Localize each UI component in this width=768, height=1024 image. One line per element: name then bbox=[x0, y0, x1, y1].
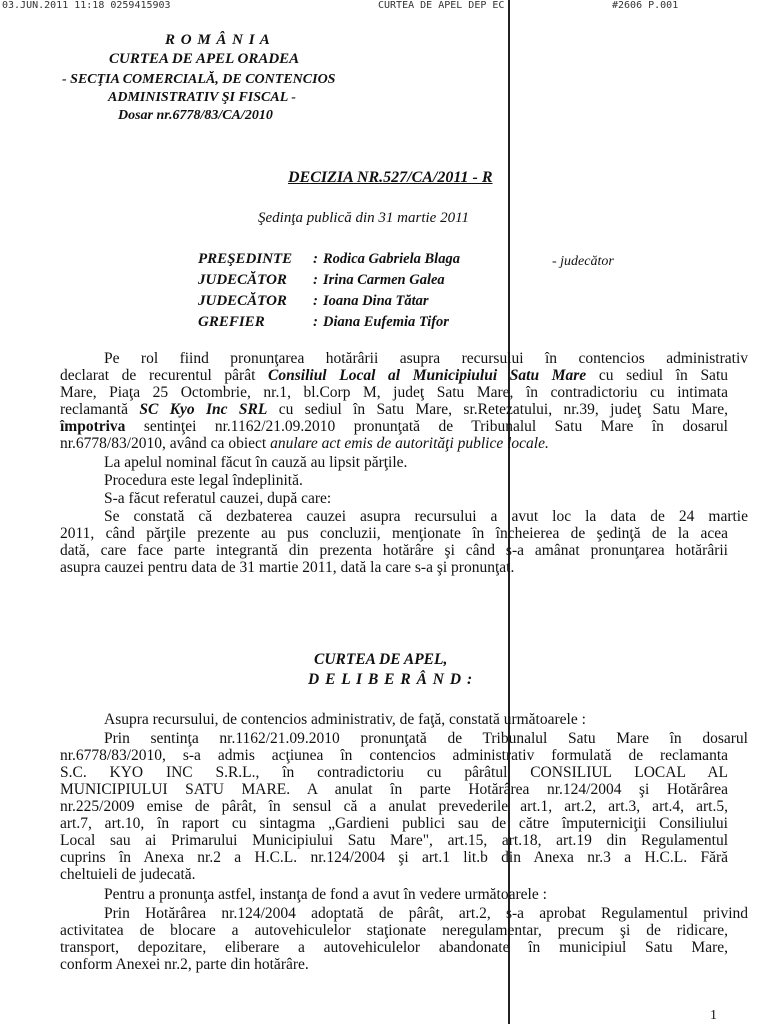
procedure-line: S-a făcut referatul cauzei, după care: bbox=[104, 490, 332, 507]
panel-name: Diana Eufemia Tifor bbox=[323, 314, 449, 330]
panel-name: Ioana Dina Tătar bbox=[323, 293, 429, 309]
para2-line: Se constată că dezbaterea cauzei asupra recursului a avut loc la data de 24 martie bbox=[104, 508, 748, 525]
file-number: Dosar nr.6778/83/CA/2010 bbox=[118, 108, 273, 123]
para4-line: Local sau ai Primarului Municipiului Satu Mare", art.15, art.18, art.19 din Regulamentul bbox=[60, 832, 728, 849]
session-line: Şedinţa publică din 31 martie 2011 bbox=[258, 210, 469, 226]
para4-line: nr.6778/83/2010, s-a admis acţiunea în contencios administrativ formulată de reclamanta bbox=[60, 747, 728, 764]
country-title: R O M Â N I A bbox=[165, 32, 271, 48]
para6-line: Prin Hotărârea nr.124/2004 adoptată de pârât, art.2, s-a aprobat Regulamentul privind bbox=[104, 905, 748, 922]
para4-line: S.C. KYO INC S.R.L., în contradictoriu cu pârâtul CONSILIUL LOCAL AL bbox=[60, 764, 728, 781]
para6-line: transport, depozitare, eliberare a autovehiculelor abandonate în municipiul Satu Mare, bbox=[60, 939, 728, 956]
para2-line: dată, care face parte integrantă din prezenta hotărâre şi când s-a amânat pronunţarea hotărârii bbox=[60, 542, 728, 559]
para4-line: nr.225/2009 emise de pârât, în sensul că a anulat prevederile art.1, art.2, art.3, art.4, art.5, bbox=[60, 798, 728, 815]
panel-role: JUDECĂTOR bbox=[198, 293, 287, 309]
panel-sep: : bbox=[313, 314, 318, 330]
panel-name: Rodica Gabriela Blaga bbox=[323, 251, 460, 267]
court-section-line2: ADMINISTRATIV ŞI FISCAL - bbox=[108, 90, 296, 105]
para1-line: Mare, Piaţa 25 Octombrie, nr.1, bl.Corp M, judeţ Satu Mare, în contradictoriu cu intimata bbox=[60, 384, 728, 401]
para1-line: declarat de recurentul pârât Consiliul Local al Municipiului Satu Mare cu sediul în Satu bbox=[60, 367, 728, 384]
paragraph-5: Pentru a pronunţa astfel, instanţa de fond a avut în vedere următoarele : bbox=[104, 886, 547, 903]
panel-role: JUDECĂTOR bbox=[198, 272, 287, 288]
para1-line: împotriva sentinţei nr.1162/21.09.2010 pronunţată de Tribunalul Satu Mare în dosarul bbox=[60, 418, 728, 435]
panel-name: Irina Carmen Galea bbox=[323, 272, 445, 288]
decision-title: DECIZIA NR.527/CA/2011 - R bbox=[288, 169, 493, 186]
para4-line: MUNICIPIULUI SATU MARE. A anulat în parte Hotărârea nr.124/2004 şi Hotărârea bbox=[60, 781, 728, 798]
panel-role: PREŞEDINTE bbox=[198, 251, 293, 267]
para2-line: asupra cauzei pentru data de 31 martie 2011, dată la care s-a şi pronunţat. bbox=[60, 559, 515, 576]
court-name: CURTEA DE APEL ORADEA bbox=[109, 51, 300, 67]
para6-line: conform Anexei nr.2, parte din hotărâre. bbox=[60, 956, 309, 973]
para1-line: Pe rol fiind pronunţarea hotărârii asupra recursului în contencios administrativ bbox=[104, 350, 748, 367]
panel-role: GREFIER bbox=[198, 314, 265, 330]
para4-line: Prin sentinţa nr.1162/21.09.2010 pronunţată de Tribunalul Satu Mare în dosarul bbox=[104, 730, 748, 747]
para4-line: art.7, art.10, în raport cu sintagma „Gardieni publici sau de către împuterniciţii Consiliului bbox=[60, 815, 728, 832]
para1-line: reclamantă SC Kyo Inc SRL cu sediul în Satu Mare, sr.Retezatului, nr.39, judeţ Satu Mare, bbox=[60, 401, 729, 418]
fax-header-right: #2606 P.001 bbox=[612, 0, 679, 11]
court-section-line1: - SECŢIA COMERCIALĂ, DE CONTENCIOS bbox=[62, 72, 336, 87]
panel-sep: : bbox=[313, 272, 318, 288]
para4-line: cheltuieli de judecată. bbox=[60, 866, 196, 883]
section-subheading: D E L I B E R Â N D : bbox=[308, 671, 474, 688]
procedure-line: Procedura este legal îndeplinită. bbox=[104, 472, 303, 489]
fax-header-middle: CURTEA DE APEL DEP EC bbox=[378, 0, 505, 11]
procedure-line: La apelul nominal făcut în cauză au lipsit părţile. bbox=[104, 454, 408, 471]
para1-line: nr.6778/83/2010, având ca obiect anulare act emis de autorităţi publice locale. bbox=[60, 435, 549, 452]
panel-sep: : bbox=[313, 251, 318, 267]
panel-note: - judecător bbox=[552, 254, 614, 269]
para4-line: cuprins în Anexa nr.2 a H.C.L. nr.124/2004 şi art.1 lit.b din Anexa nr.3 a H.C.L. Fără bbox=[60, 849, 728, 866]
panel-sep: : bbox=[313, 293, 318, 309]
para2-line: 2011, când părţile prezente au pus concluzii, menţionate în încheierea de şedinţă de la acea bbox=[60, 525, 728, 542]
fax-header-left: 03.JUN.2011 11:18 0259415903 bbox=[2, 0, 171, 11]
paragraph-3: Asupra recursului, de contencios administrativ, de faţă, constată următoarele : bbox=[104, 711, 586, 728]
section-heading: CURTEA DE APEL, bbox=[314, 651, 448, 668]
page-number: 1 bbox=[710, 1008, 717, 1023]
para6-line: activitatea de blocare a autovehiculelor staţionate neregulamentar, precum şi de ridicare, bbox=[60, 922, 728, 939]
